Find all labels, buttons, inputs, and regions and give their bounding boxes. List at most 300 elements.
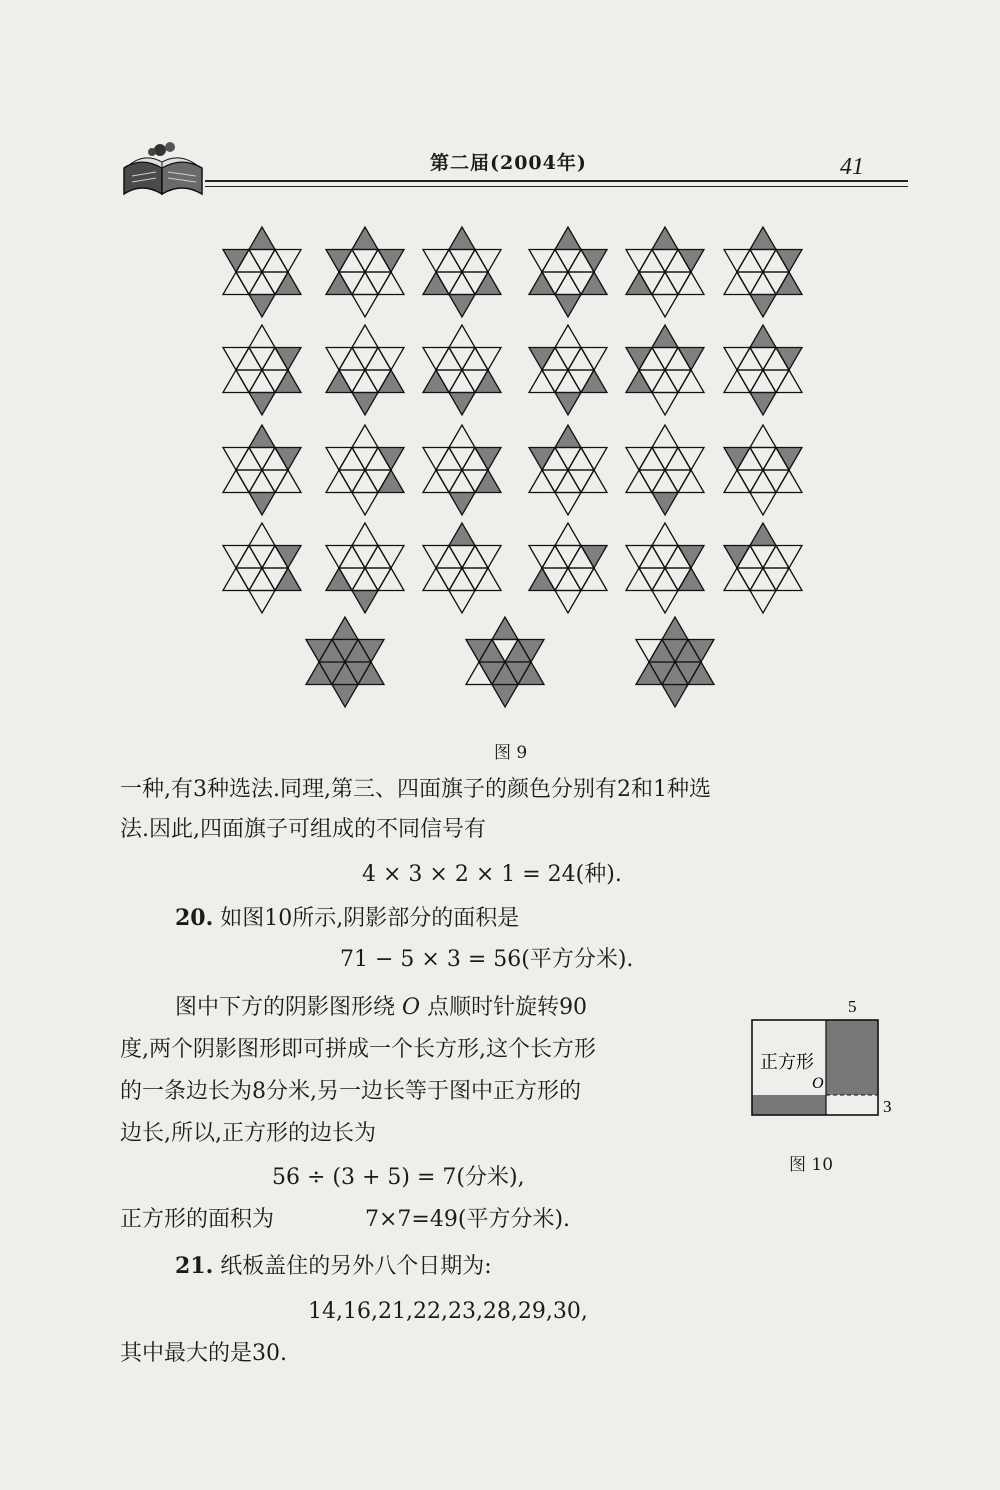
star-triangle	[249, 591, 275, 614]
star-triangle	[737, 370, 763, 393]
star-triangle	[555, 325, 581, 348]
star-triangle	[339, 546, 365, 569]
star-triangle	[555, 591, 581, 614]
question-number: 21.	[175, 1253, 214, 1279]
star-triangle	[555, 393, 581, 416]
star-triangle	[449, 272, 475, 295]
star-triangle	[737, 568, 763, 591]
star-triangle	[542, 250, 568, 273]
star-triangle	[339, 348, 365, 371]
star-triangle	[652, 493, 678, 516]
star-triangle	[652, 470, 678, 493]
star-triangle	[529, 250, 555, 273]
star-triangle	[581, 348, 607, 371]
star-triangle	[763, 568, 789, 591]
star-triangle	[652, 325, 678, 348]
star-figure	[223, 523, 301, 613]
star-triangle	[275, 348, 301, 371]
equation: 4 × 3 × 2 × 1 = 24(种).	[362, 862, 622, 887]
equation: 71 − 5 × 3 = 56(平方分米).	[340, 947, 634, 972]
star-triangle	[475, 568, 501, 591]
star-triangle	[492, 685, 518, 708]
star-triangle	[568, 568, 594, 591]
star-triangle	[475, 370, 501, 393]
star-triangle	[724, 370, 750, 393]
star-triangle	[352, 295, 378, 318]
star-triangle	[652, 370, 678, 393]
star-triangle	[555, 250, 581, 273]
header-title: 第二届(2004年)	[430, 152, 587, 174]
star-triangle	[475, 470, 501, 493]
star-triangle	[378, 470, 404, 493]
star-figure	[529, 425, 607, 515]
book-logo-icon	[118, 138, 210, 200]
date-list: 14,16,21,22,23,28,29,30,	[308, 1299, 588, 1324]
star-triangle	[326, 546, 352, 569]
question-21	[175, 1246, 492, 1287]
star-triangle	[555, 425, 581, 448]
star-triangle	[652, 591, 678, 614]
paragraph-line: 边长,所以,正方形的边长为	[120, 1121, 376, 1146]
shaded-rect-top	[826, 1020, 878, 1095]
star-triangle	[249, 348, 275, 371]
star-triangle	[449, 523, 475, 546]
star-triangle	[249, 227, 275, 250]
star-figure	[326, 425, 404, 515]
star-triangle	[555, 523, 581, 546]
star-triangle	[365, 272, 391, 295]
star-triangle	[581, 448, 607, 471]
star-triangle	[776, 348, 802, 371]
star-triangle	[326, 370, 352, 393]
star-triangle	[750, 370, 776, 393]
star-figure	[423, 325, 501, 415]
star-triangle	[678, 568, 704, 591]
star-triangle	[223, 250, 249, 273]
star-triangle	[223, 448, 249, 471]
star-triangle	[678, 448, 704, 471]
star-triangle	[449, 250, 475, 273]
star-triangle	[449, 393, 475, 416]
star-triangle	[262, 470, 288, 493]
star-triangle	[750, 523, 776, 546]
star-triangle	[776, 546, 802, 569]
star-triangle	[555, 448, 581, 471]
star-triangle	[750, 348, 776, 371]
star-triangle	[737, 250, 763, 273]
star-triangle	[750, 250, 776, 273]
star-triangle	[626, 546, 652, 569]
star-triangle	[249, 393, 275, 416]
star-triangle	[665, 470, 691, 493]
star-triangle	[555, 227, 581, 250]
figure-9-stars	[200, 215, 820, 715]
star-triangle	[365, 568, 391, 591]
star-triangle	[223, 348, 249, 371]
star-triangle	[449, 295, 475, 318]
star-triangle	[750, 448, 776, 471]
star-triangle	[626, 370, 652, 393]
star-triangle	[326, 568, 352, 591]
label-side: 3	[883, 1097, 892, 1116]
star-figure	[423, 227, 501, 317]
star-triangle	[462, 348, 488, 371]
star-triangle	[249, 425, 275, 448]
label-top: 5	[848, 997, 857, 1016]
star-triangle	[737, 470, 763, 493]
star-triangle	[423, 272, 449, 295]
star-triangle	[776, 370, 802, 393]
star-triangle	[332, 685, 358, 708]
star-triangle	[436, 348, 462, 371]
star-figure	[423, 523, 501, 613]
label-o: O	[812, 1075, 824, 1092]
star-figure	[529, 325, 607, 415]
star-triangle	[555, 470, 581, 493]
star-triangle	[223, 272, 249, 295]
star-triangle	[326, 470, 352, 493]
star-triangle	[724, 272, 750, 295]
star-triangle	[639, 568, 665, 591]
star-triangle	[249, 568, 275, 591]
star-triangle	[581, 272, 607, 295]
star-triangle	[529, 370, 555, 393]
question-text: 如图10所示,阴影部分的面积是	[220, 906, 520, 931]
star-triangle	[639, 250, 665, 273]
star-triangle	[555, 546, 581, 569]
star-triangle	[652, 393, 678, 416]
star-triangle	[555, 568, 581, 591]
star-figure	[223, 325, 301, 415]
star-triangle	[352, 393, 378, 416]
star-triangle	[750, 546, 776, 569]
star-triangle	[423, 448, 449, 471]
star-triangle	[436, 568, 462, 591]
star-triangle	[678, 348, 704, 371]
star-triangle	[652, 546, 678, 569]
star-figure	[724, 227, 802, 317]
equation: 7×7=49(平方分米).	[365, 1207, 571, 1232]
star-triangle	[529, 348, 555, 371]
star-triangle	[750, 591, 776, 614]
star-triangle	[352, 272, 378, 295]
star-triangle	[275, 250, 301, 273]
star-triangle	[626, 348, 652, 371]
star-triangle	[652, 272, 678, 295]
page-number: 41	[840, 154, 864, 180]
star-triangle	[275, 370, 301, 393]
figure-9-caption: 图 9	[494, 743, 528, 763]
star-figure	[466, 617, 544, 707]
star-figure	[626, 523, 704, 613]
text-span: 图中下方的阴影图形绕	[175, 995, 396, 1020]
paragraph-line: 一种,有3种选法.同理,第三、四面旗子的颜色分别有2和1种选	[120, 777, 711, 802]
star-triangle	[249, 546, 275, 569]
shaded-rect-bottom	[752, 1095, 826, 1115]
star-triangle	[449, 568, 475, 591]
star-triangle	[724, 348, 750, 371]
star-figure	[529, 227, 607, 317]
star-triangle	[737, 348, 763, 371]
star-triangle	[326, 250, 352, 273]
star-triangle	[724, 568, 750, 591]
star-triangle	[436, 250, 462, 273]
star-triangle	[652, 523, 678, 546]
star-triangle	[555, 370, 581, 393]
star-triangle	[223, 470, 249, 493]
star-figure	[306, 617, 384, 707]
star-triangle	[423, 546, 449, 569]
star-triangle	[462, 546, 488, 569]
star-triangle	[365, 546, 391, 569]
equation: 56 ÷ (3 + 5) = 7(分米),	[272, 1165, 525, 1190]
paragraph-line	[175, 988, 587, 1028]
star-triangle	[665, 272, 691, 295]
star-triangle	[326, 272, 352, 295]
star-triangle	[529, 448, 555, 471]
star-triangle	[737, 272, 763, 295]
star-triangle	[275, 470, 301, 493]
star-triangle	[626, 448, 652, 471]
star-triangle	[352, 325, 378, 348]
star-triangle	[750, 493, 776, 516]
star-triangle	[750, 227, 776, 250]
star-triangle	[678, 370, 704, 393]
question-text: 纸板盖住的另外八个日期为:	[220, 1254, 492, 1279]
star-triangle	[352, 591, 378, 614]
star-triangle	[449, 348, 475, 371]
star-triangle	[449, 591, 475, 614]
star-figure	[326, 325, 404, 415]
star-triangle	[462, 568, 488, 591]
star-triangle	[626, 272, 652, 295]
star-triangle	[542, 546, 568, 569]
star-triangle	[449, 546, 475, 569]
star-triangle	[652, 227, 678, 250]
star-figure	[223, 227, 301, 317]
star-triangle	[436, 470, 462, 493]
star-figure	[223, 425, 301, 515]
star-triangle	[776, 250, 802, 273]
star-figure	[636, 617, 714, 707]
star-triangle	[492, 617, 518, 640]
star-triangle	[436, 448, 462, 471]
star-triangle	[352, 348, 378, 371]
star-triangle	[339, 470, 365, 493]
star-triangle	[724, 250, 750, 273]
star-figure	[724, 325, 802, 415]
star-triangle	[542, 370, 568, 393]
star-triangle	[639, 448, 665, 471]
header-divider-thin	[205, 186, 908, 187]
star-triangle	[352, 470, 378, 493]
star-triangle	[352, 425, 378, 448]
star-triangle	[475, 348, 501, 371]
star-triangle	[449, 448, 475, 471]
star-triangle	[462, 250, 488, 273]
figure-10-diagram	[740, 990, 910, 1130]
star-triangle	[352, 568, 378, 591]
star-figure	[724, 425, 802, 515]
star-triangle	[529, 546, 555, 569]
paragraph-line: 的一条边长为8分米,另一边长等于图中正方形的	[120, 1079, 581, 1104]
star-triangle	[423, 568, 449, 591]
star-triangle	[236, 568, 262, 591]
star-triangle	[581, 370, 607, 393]
star-triangle	[365, 348, 391, 371]
star-triangle	[652, 568, 678, 591]
star-triangle	[223, 546, 249, 569]
star-triangle	[449, 227, 475, 250]
star-triangle	[529, 470, 555, 493]
star-triangle	[652, 348, 678, 371]
question-number: 20.	[175, 905, 214, 931]
star-triangle	[449, 325, 475, 348]
star-triangle	[750, 470, 776, 493]
star-triangle	[236, 448, 262, 471]
star-triangle	[529, 568, 555, 591]
star-triangle	[249, 325, 275, 348]
star-triangle	[776, 272, 802, 295]
star-triangle	[249, 493, 275, 516]
star-triangle	[542, 470, 568, 493]
star-triangle	[352, 523, 378, 546]
star-triangle	[750, 295, 776, 318]
header-divider	[205, 180, 908, 182]
star-triangle	[236, 470, 262, 493]
star-triangle	[652, 250, 678, 273]
conclusion: 其中最大的是30.	[120, 1341, 287, 1366]
star-triangle	[236, 348, 262, 371]
star-triangle	[626, 470, 652, 493]
star-triangle	[352, 493, 378, 516]
star-triangle	[475, 272, 501, 295]
star-triangle	[581, 250, 607, 273]
star-triangle	[236, 272, 262, 295]
star-triangle	[750, 393, 776, 416]
star-triangle	[326, 348, 352, 371]
star-triangle	[275, 568, 301, 591]
star-triangle	[652, 295, 678, 318]
star-triangle	[581, 470, 607, 493]
star-figure	[529, 523, 607, 613]
star-triangle	[339, 448, 365, 471]
paragraph-line: 度,两个阴影图形即可拼成一个长方形,这个长方形	[120, 1037, 596, 1062]
star-triangle	[436, 546, 462, 569]
star-triangle	[568, 348, 594, 371]
star-triangle	[236, 546, 262, 569]
star-triangle	[223, 370, 249, 393]
star-triangle	[378, 370, 404, 393]
star-triangle	[581, 546, 607, 569]
star-figure	[326, 523, 404, 613]
star-triangle	[423, 250, 449, 273]
text-span: 点顺时针旋转90	[427, 995, 588, 1020]
star-triangle	[378, 272, 404, 295]
paragraph-line: 法.因此,四面旗子可组成的不同信号有	[120, 817, 486, 842]
star-triangle	[626, 250, 652, 273]
star-triangle	[378, 250, 404, 273]
star-triangle	[581, 568, 607, 591]
star-triangle	[776, 568, 802, 591]
star-triangle	[665, 370, 691, 393]
star-triangle	[352, 370, 378, 393]
star-triangle	[555, 348, 581, 371]
star-triangle	[568, 470, 594, 493]
star-triangle	[555, 493, 581, 516]
star-triangle	[662, 685, 688, 708]
star-triangle	[776, 448, 802, 471]
star-triangle	[352, 227, 378, 250]
star-triangle	[378, 568, 404, 591]
star-triangle	[763, 546, 789, 569]
star-figure	[724, 523, 802, 613]
point-o-label: O	[402, 995, 421, 1020]
star-triangle	[275, 448, 301, 471]
star-triangle	[378, 448, 404, 471]
star-figure	[626, 425, 704, 515]
star-triangle	[724, 546, 750, 569]
star-triangle	[275, 272, 301, 295]
star-figure	[423, 425, 501, 515]
star-triangle	[423, 470, 449, 493]
star-triangle	[475, 250, 501, 273]
star-triangle	[750, 325, 776, 348]
star-triangle	[275, 546, 301, 569]
star-triangle	[678, 470, 704, 493]
star-triangle	[449, 425, 475, 448]
star-triangle	[262, 250, 288, 273]
star-triangle	[568, 448, 594, 471]
star-triangle	[449, 370, 475, 393]
star-triangle	[639, 470, 665, 493]
area-label: 正方形的面积为	[120, 1207, 275, 1232]
star-triangle	[352, 250, 378, 273]
star-triangle	[423, 348, 449, 371]
star-triangle	[249, 523, 275, 546]
star-triangle	[378, 546, 404, 569]
star-triangle	[724, 470, 750, 493]
star-triangle	[249, 250, 275, 273]
star-triangle	[662, 617, 688, 640]
star-triangle	[724, 448, 750, 471]
star-triangle	[776, 470, 802, 493]
star-triangle	[475, 448, 501, 471]
star-triangle	[449, 493, 475, 516]
star-triangle	[555, 295, 581, 318]
star-triangle	[326, 448, 352, 471]
star-triangle	[236, 370, 262, 393]
star-triangle	[665, 448, 691, 471]
star-triangle	[626, 568, 652, 591]
star-triangle	[763, 370, 789, 393]
star-triangle	[750, 568, 776, 591]
star-triangle	[423, 370, 449, 393]
star-triangle	[555, 272, 581, 295]
star-triangle	[249, 448, 275, 471]
star-triangle	[763, 470, 789, 493]
question-20	[175, 898, 519, 939]
star-triangle	[352, 546, 378, 569]
star-triangle	[678, 250, 704, 273]
star-triangle	[678, 546, 704, 569]
star-triangle	[529, 272, 555, 295]
star-triangle	[475, 546, 501, 569]
star-triangle	[639, 546, 665, 569]
star-triangle	[652, 425, 678, 448]
star-triangle	[223, 568, 249, 591]
star-figure	[626, 227, 704, 317]
